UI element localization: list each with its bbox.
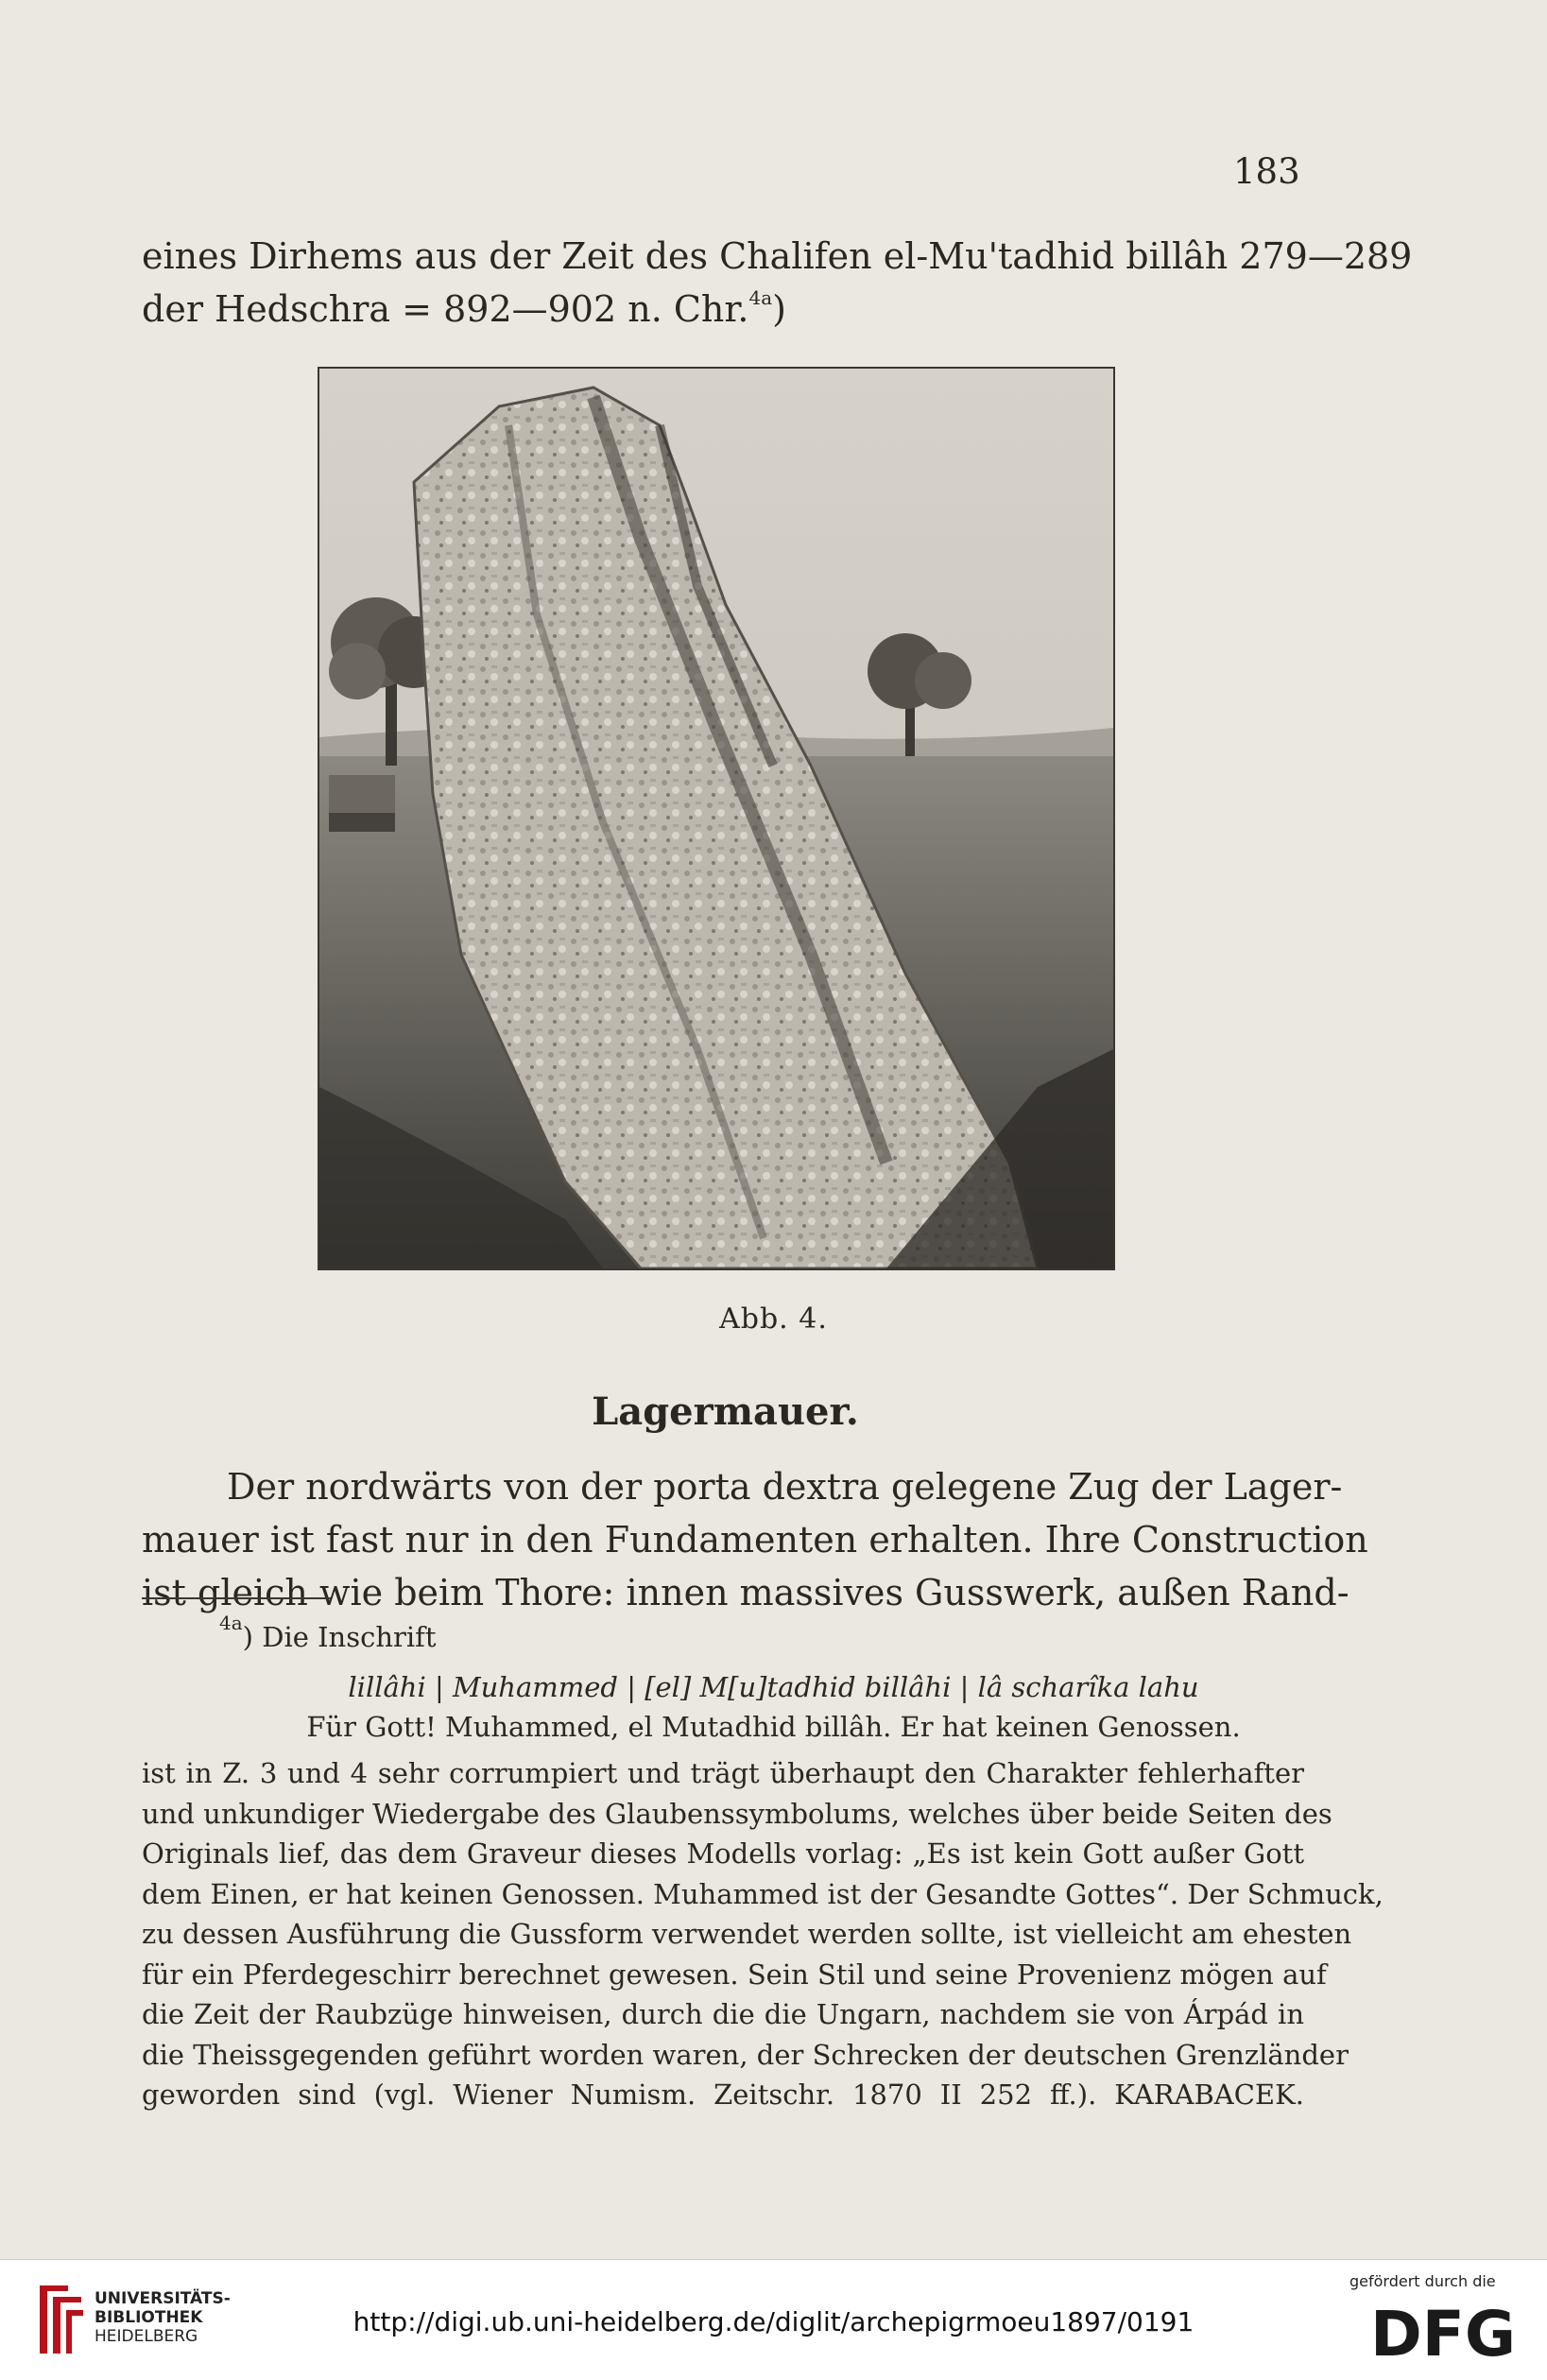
dfg-logo-icon [1368, 2297, 1525, 2363]
footnote-transliteration: lillâhi | Muhammed | [el] M[u]tadhid billâhi | lâ scharîka lahu [348, 1671, 1199, 1703]
figure-photo-stone [318, 367, 1115, 1270]
footnote-commentary [142, 1753, 1384, 2115]
source-url-link[interactable]: http://digi.ub.uni-heidelberg.de/diglit/archepigrmoeu1897/0191 [352, 2306, 1195, 2337]
intro-line-2: der Hedschra = 892—902 n. Chr.$^{4a}$) [142, 286, 786, 330]
footnote-marker: 4a [219, 1612, 243, 1634]
section-heading: Lagermauer. [592, 1389, 859, 1434]
library-name: UNIVERSITÄTS- BIBLIOTHEK HEIDELBERG [95, 2289, 231, 2346]
note-line: zu dessen Ausführung die Gussform verwendet werden sollte, ist vielleicht am ehesten [142, 1918, 1352, 1950]
footnote-divider [142, 1597, 331, 1599]
body-line-3: ist gleich wie beim Thore: innen massives Gusswerk, außen Rand- [142, 1572, 1349, 1613]
body-line-1: Der nordwärts von der porta dextra gelegene Zug der Lager- [227, 1466, 1343, 1508]
note-line: die Zeit der Raubzüge hinweisen, durch die die Ungarn, nachdem sie von Árpád in [142, 1998, 1304, 2030]
intro-paragraph [142, 230, 1413, 336]
intro-line-1: eines Dirhems aus der Zeit des Chalifen el-Mu'tadhid billâh 279—289 [142, 235, 1413, 277]
note-line: Originals lief, das dem Graveur dieses Modells vorlag: „Es ist kein Gott außer Gott [142, 1837, 1304, 1870]
page-number: 183 [1233, 151, 1300, 192]
body-paragraph [142, 1460, 1368, 1619]
note-line: geworden sind (vgl. Wiener Numism. Zeitschr. 1870 II 252 ff.). KARABACEK. [142, 2078, 1304, 2111]
figure-caption: Abb. 4. [719, 1302, 828, 1336]
body-line-2: mauer ist fast nur in den Fundamenten erhalten. Ihre Construction [142, 1519, 1368, 1561]
note-line: für ein Pferdegeschirr berechnet gewesen. Sein Stil und seine Provenienz mögen auf [142, 1957, 1327, 1991]
stone-photograph [319, 369, 1113, 1268]
note-line: ist in Z. 3 und 4 sehr corrumpiert und trägt überhaupt den Charakter fehlerhafter [142, 1757, 1304, 1789]
note-line: dem Einen, er hat keinen Genossen. Muhammed ist der Gesandte Gottes“. Der Schmuck, [142, 1877, 1384, 1910]
footnote-intro: $^{4a}$) Die Inschrift [219, 1612, 437, 1653]
svg-text:DFG: DFG [1370, 2298, 1517, 2363]
note-line: die Theissgegenden geführt worden waren, der Schrecken der deutschen Grenzländer [142, 2038, 1349, 2071]
note-line: und unkundiger Wiedergabe des Glaubenssymbolums, welches über beide Seiten des [142, 1797, 1332, 1830]
funded-by-label: gefördert durch die [1349, 2272, 1496, 2290]
footnote-reference: 4a [748, 286, 773, 309]
footnote-translation: Für Gott! Muhammed, el Mutadhid billâh. Er hat keinen Genossen. [306, 1711, 1241, 1743]
